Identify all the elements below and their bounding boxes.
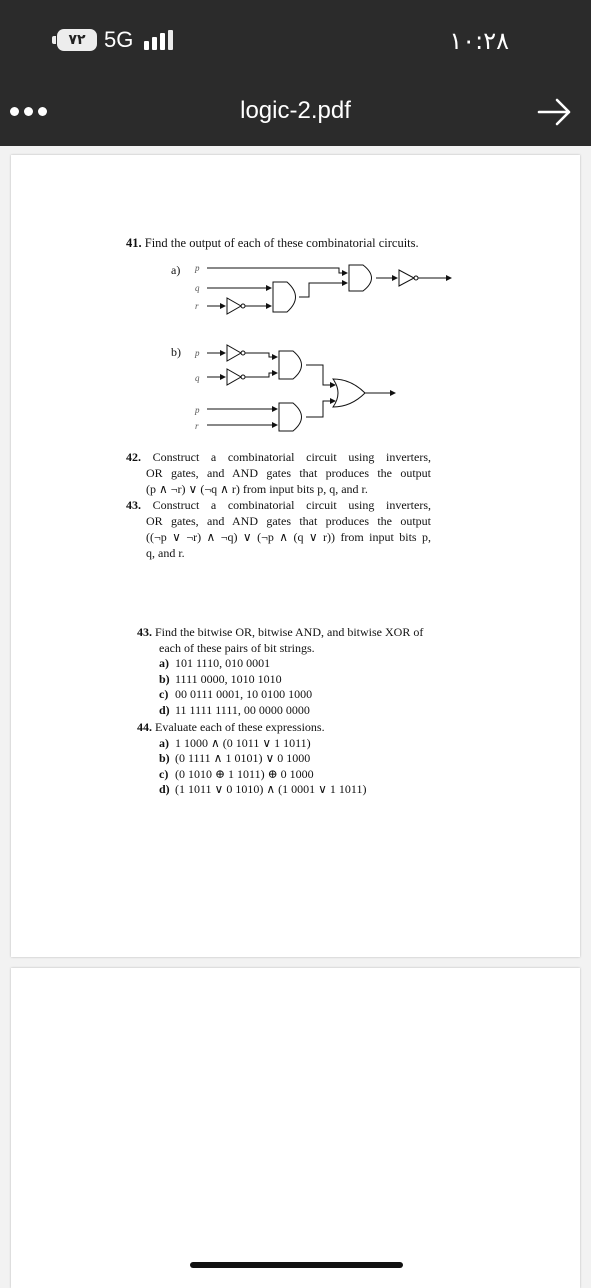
part-a-label: a): [171, 263, 181, 277]
question-number: 43.: [137, 625, 152, 639]
item-text: 1111 0000, 1010 1010: [175, 671, 282, 686]
circuit-diagrams: [11, 155, 580, 445]
item-label: c): [159, 766, 169, 781]
item-text: 1 1000 ∧ (0 1011 ∨ 1 1011): [175, 735, 311, 750]
item-label: a): [159, 656, 169, 670]
item-label: b): [159, 671, 170, 686]
questions-43-44: [137, 625, 457, 798]
battery-tip: [52, 36, 56, 44]
list-item: [137, 736, 457, 752]
item-text: 00 0111 0001, 10 0100 1000: [175, 687, 313, 701]
item-label: d): [159, 702, 170, 717]
item-text: 101 1110, 010 0001: [175, 656, 271, 670]
and-gate: [279, 403, 302, 431]
item-text: 11 1111 1111, 00 0000 0000: [175, 702, 310, 717]
question-text: Evaluate each of these expressions.: [155, 720, 325, 734]
list-item: [137, 656, 457, 672]
item-label: b): [159, 751, 170, 765]
question-43-line3: ((¬p ∨ ¬r) ∧ ¬q) ∨ (¬p ∧ (q ∨ r)) from input bits p,: [146, 530, 431, 544]
question-43-bitwise: [137, 625, 457, 641]
inverter-gate: [227, 369, 241, 385]
list-item: [137, 767, 457, 783]
question-number: 43.: [126, 498, 141, 512]
question-text: Construct a combinatorial circuit using inverters,: [152, 498, 431, 512]
part-b-label: b): [171, 345, 181, 359]
input-label-p: p: [195, 263, 200, 273]
signal-strength-icon: [144, 30, 180, 50]
status-time: ١٠:٢٨: [449, 27, 509, 55]
question-number: 42.: [126, 450, 141, 464]
list-item: [137, 672, 457, 688]
question-42-line2: OR gates, and AND gates that produces the output: [146, 466, 431, 480]
item-text: (1 1011 ∨ 0 1010) ∧ (1 0001 ∨ 1 1011): [175, 782, 367, 796]
question-text: Find the output of each of these combinatorial circuits.: [144, 236, 419, 250]
top-bar: [0, 0, 591, 146]
question-number: 41.: [126, 236, 142, 250]
question-43-line2: OR gates, and AND gates that produces the output: [146, 514, 431, 528]
question-text: Find the bitwise OR, bitwise AND, and bitwise XOR of: [155, 625, 424, 639]
list-item: [137, 703, 457, 719]
network-type: 5G: [104, 27, 134, 52]
inverter-gate: [399, 270, 414, 286]
item-text: (0 1010 ⊕ 1 1011) ⊕ 0 1000: [175, 766, 314, 781]
input-label-r: r: [195, 421, 199, 431]
item-text: (0 1111 ∧ 1 0101) ∨ 0 1000: [175, 751, 311, 765]
and-gate: [349, 265, 372, 291]
circuit-b: [207, 345, 395, 431]
home-indicator[interactable]: [190, 1262, 403, 1268]
question-44: [137, 720, 457, 736]
list-item: [137, 687, 457, 703]
or-gate: [333, 379, 365, 407]
question-43-line1: [126, 497, 431, 513]
and-gate: [279, 351, 302, 379]
question-43-line4: q, and r.: [146, 546, 185, 560]
questions-42-43: [126, 449, 431, 561]
document-title: logic-2.pdf: [240, 97, 351, 124]
question-text: Construct a combinatorial circuit using inverters,: [152, 450, 431, 464]
list-item: [137, 782, 457, 798]
and-gate: [273, 282, 296, 312]
item-label: a): [159, 735, 169, 750]
question-number: 44.: [137, 720, 152, 734]
pdf-page-2: [11, 968, 580, 1288]
question-42-line1: [126, 449, 431, 465]
input-label-p: p: [195, 405, 200, 415]
pdf-page-1: [11, 155, 580, 957]
input-label-p: p: [195, 348, 200, 358]
input-label-q: q: [195, 283, 200, 293]
question-text-cont: each of these pairs of bit strings.: [159, 640, 315, 655]
share-arrow-icon[interactable]: [535, 94, 575, 130]
inverter-gate: [227, 345, 241, 361]
list-item: [137, 751, 457, 767]
input-label-q: q: [195, 373, 200, 383]
item-label: d): [159, 782, 170, 796]
inverter-gate: [227, 298, 241, 314]
input-label-r: r: [195, 301, 199, 311]
circuit-a: [207, 265, 451, 314]
battery-indicator: ٧٢: [57, 29, 97, 51]
item-label: c): [159, 687, 169, 701]
question-42-line3: (p ∧ ¬r) ∨ (¬q ∧ r) from input bits p, q, and r.: [146, 482, 368, 496]
